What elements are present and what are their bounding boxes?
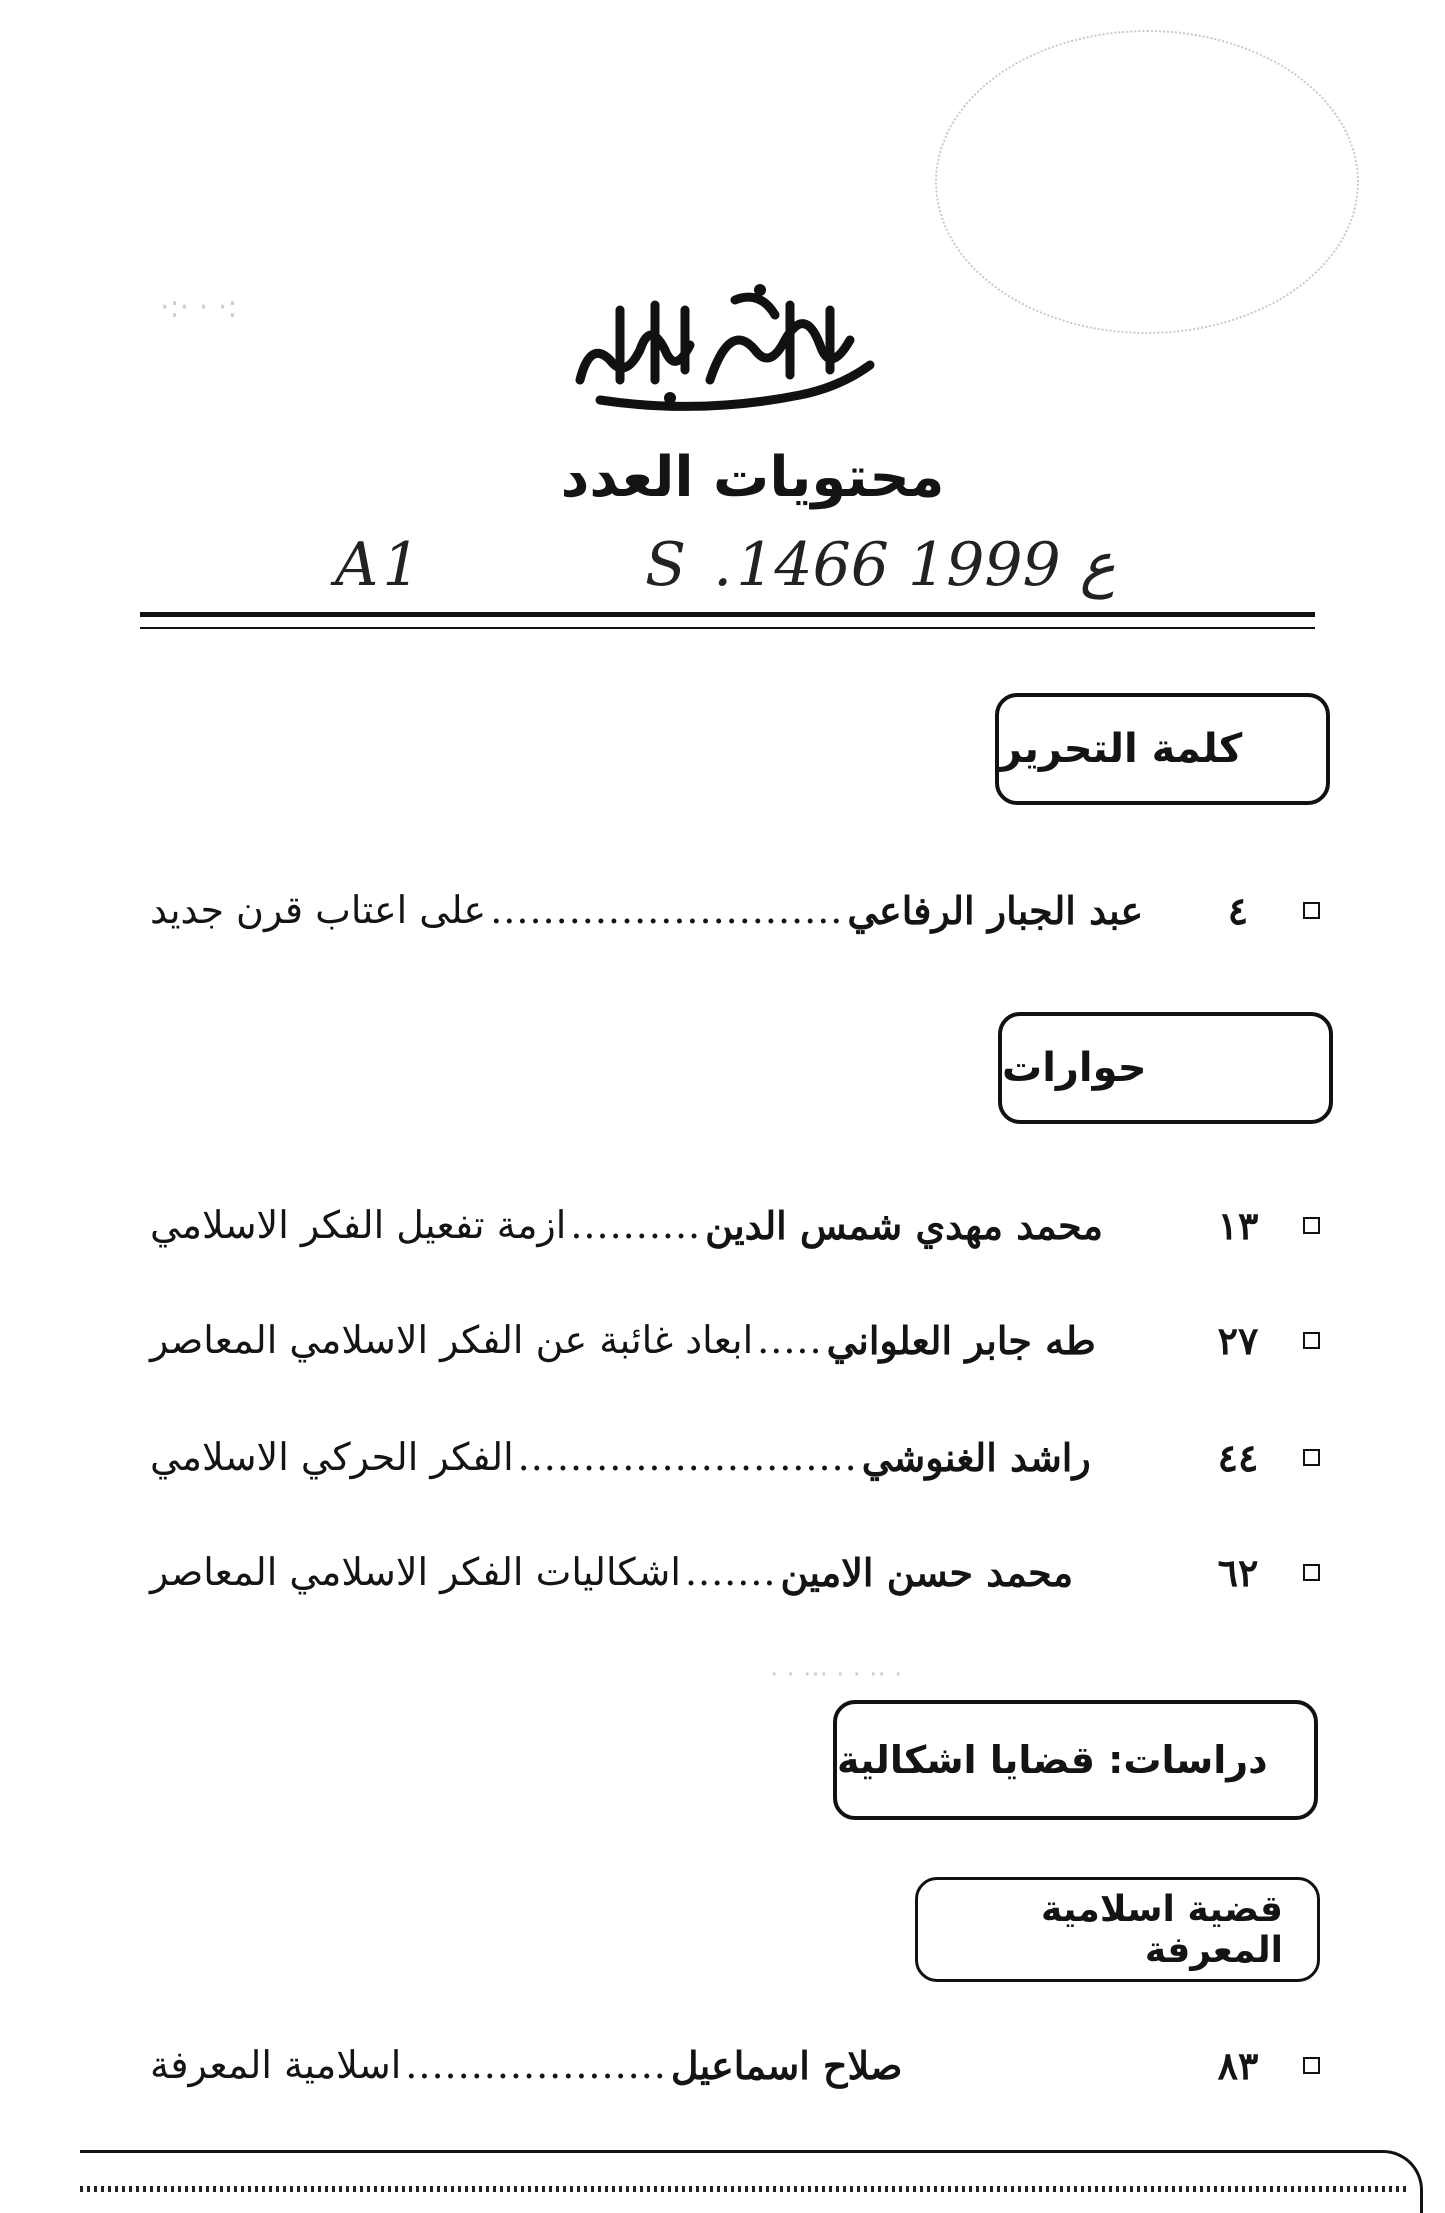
divider-thin [140,627,1315,629]
handwritten-code-left: A1 [335,530,425,600]
bullet-square-icon [1303,902,1320,919]
bullet-square-icon [1303,1332,1320,1349]
toc-entry[interactable] [150,880,1320,940]
entry-title: الفكر الحركي الاسلامي [150,1435,514,1479]
leader-dots: .......................... [517,1435,858,1479]
entry-page-number: ٤ [1227,887,1249,933]
faint-smudge: · · ··· · · ·· · [770,1660,903,1690]
entry-page-number: ٤٤ [1217,1434,1259,1480]
section-heading-dialogues: حوارات [998,1012,1333,1124]
entry-page-number: ٦٢ [1217,1549,1259,1595]
entry-page-number: ٢٧ [1217,1317,1259,1363]
toc-entry[interactable] [150,1195,1320,1255]
handwritten-code-right: S .ع 1999 1466 [645,530,1116,600]
faint-smudge: ·:· · ·: [160,290,238,325]
bullet-square-icon [1303,1449,1320,1466]
toc-entry[interactable] [150,1310,1320,1370]
entry-author: طه جابر العلواني [826,1317,1096,1363]
toc-entry[interactable] [150,1427,1320,1487]
divider-thick [140,612,1315,617]
entry-author: محمد مهدي شمس الدين [705,1202,1104,1248]
entry-page-number: ١٣ [1217,1202,1259,1248]
entry-author: عبد الجبار الرفاعي [847,887,1144,933]
entry-author: راشد الغنوشي [861,1434,1091,1480]
page-bottom-border [80,2150,1423,2213]
entry-title: اشكاليات الفكر الاسلامي المعاصر [150,1550,681,1594]
section-heading-knowledge: قضية اسلامية المعرفة [915,1877,1320,1982]
leader-dots: ........................... [490,888,844,932]
leader-dots: ..... [757,1318,823,1362]
section-heading-studies: دراسات: قضايا اشكالية [833,1700,1318,1820]
leader-dots: ....... [684,1550,777,1594]
bullet-square-icon [1303,1564,1320,1581]
entry-page-number: ٨٣ [1217,2042,1259,2088]
entry-title: ازمة تفعيل الفكر الاسلامي [150,1203,567,1247]
entry-author: محمد حسن الامين [780,1549,1074,1595]
issue-title: محتويات العدد [560,445,945,510]
section-heading-editorial: كلمة التحرير [995,693,1330,805]
leader-dots: .......... [570,1203,702,1247]
toc-entry[interactable] [150,1542,1320,1602]
entry-author: صلاح اسماعيل [670,2042,903,2088]
bullet-square-icon [1303,1217,1320,1234]
basmala-calligraphy [560,270,890,420]
page-bottom-dotted-edge [80,2186,1410,2192]
leader-dots: .................... [405,2043,667,2087]
entry-title: على اعتاب قرن جديد [150,888,487,932]
toc-entry[interactable] [150,2035,1320,2095]
entry-title: ابعاد غائبة عن الفكر الاسلامي المعاصر [150,1318,754,1362]
bullet-square-icon [1303,2057,1320,2074]
faint-stamp-mark [935,30,1359,334]
entry-title: اسلامية المعرفة [150,2043,402,2087]
